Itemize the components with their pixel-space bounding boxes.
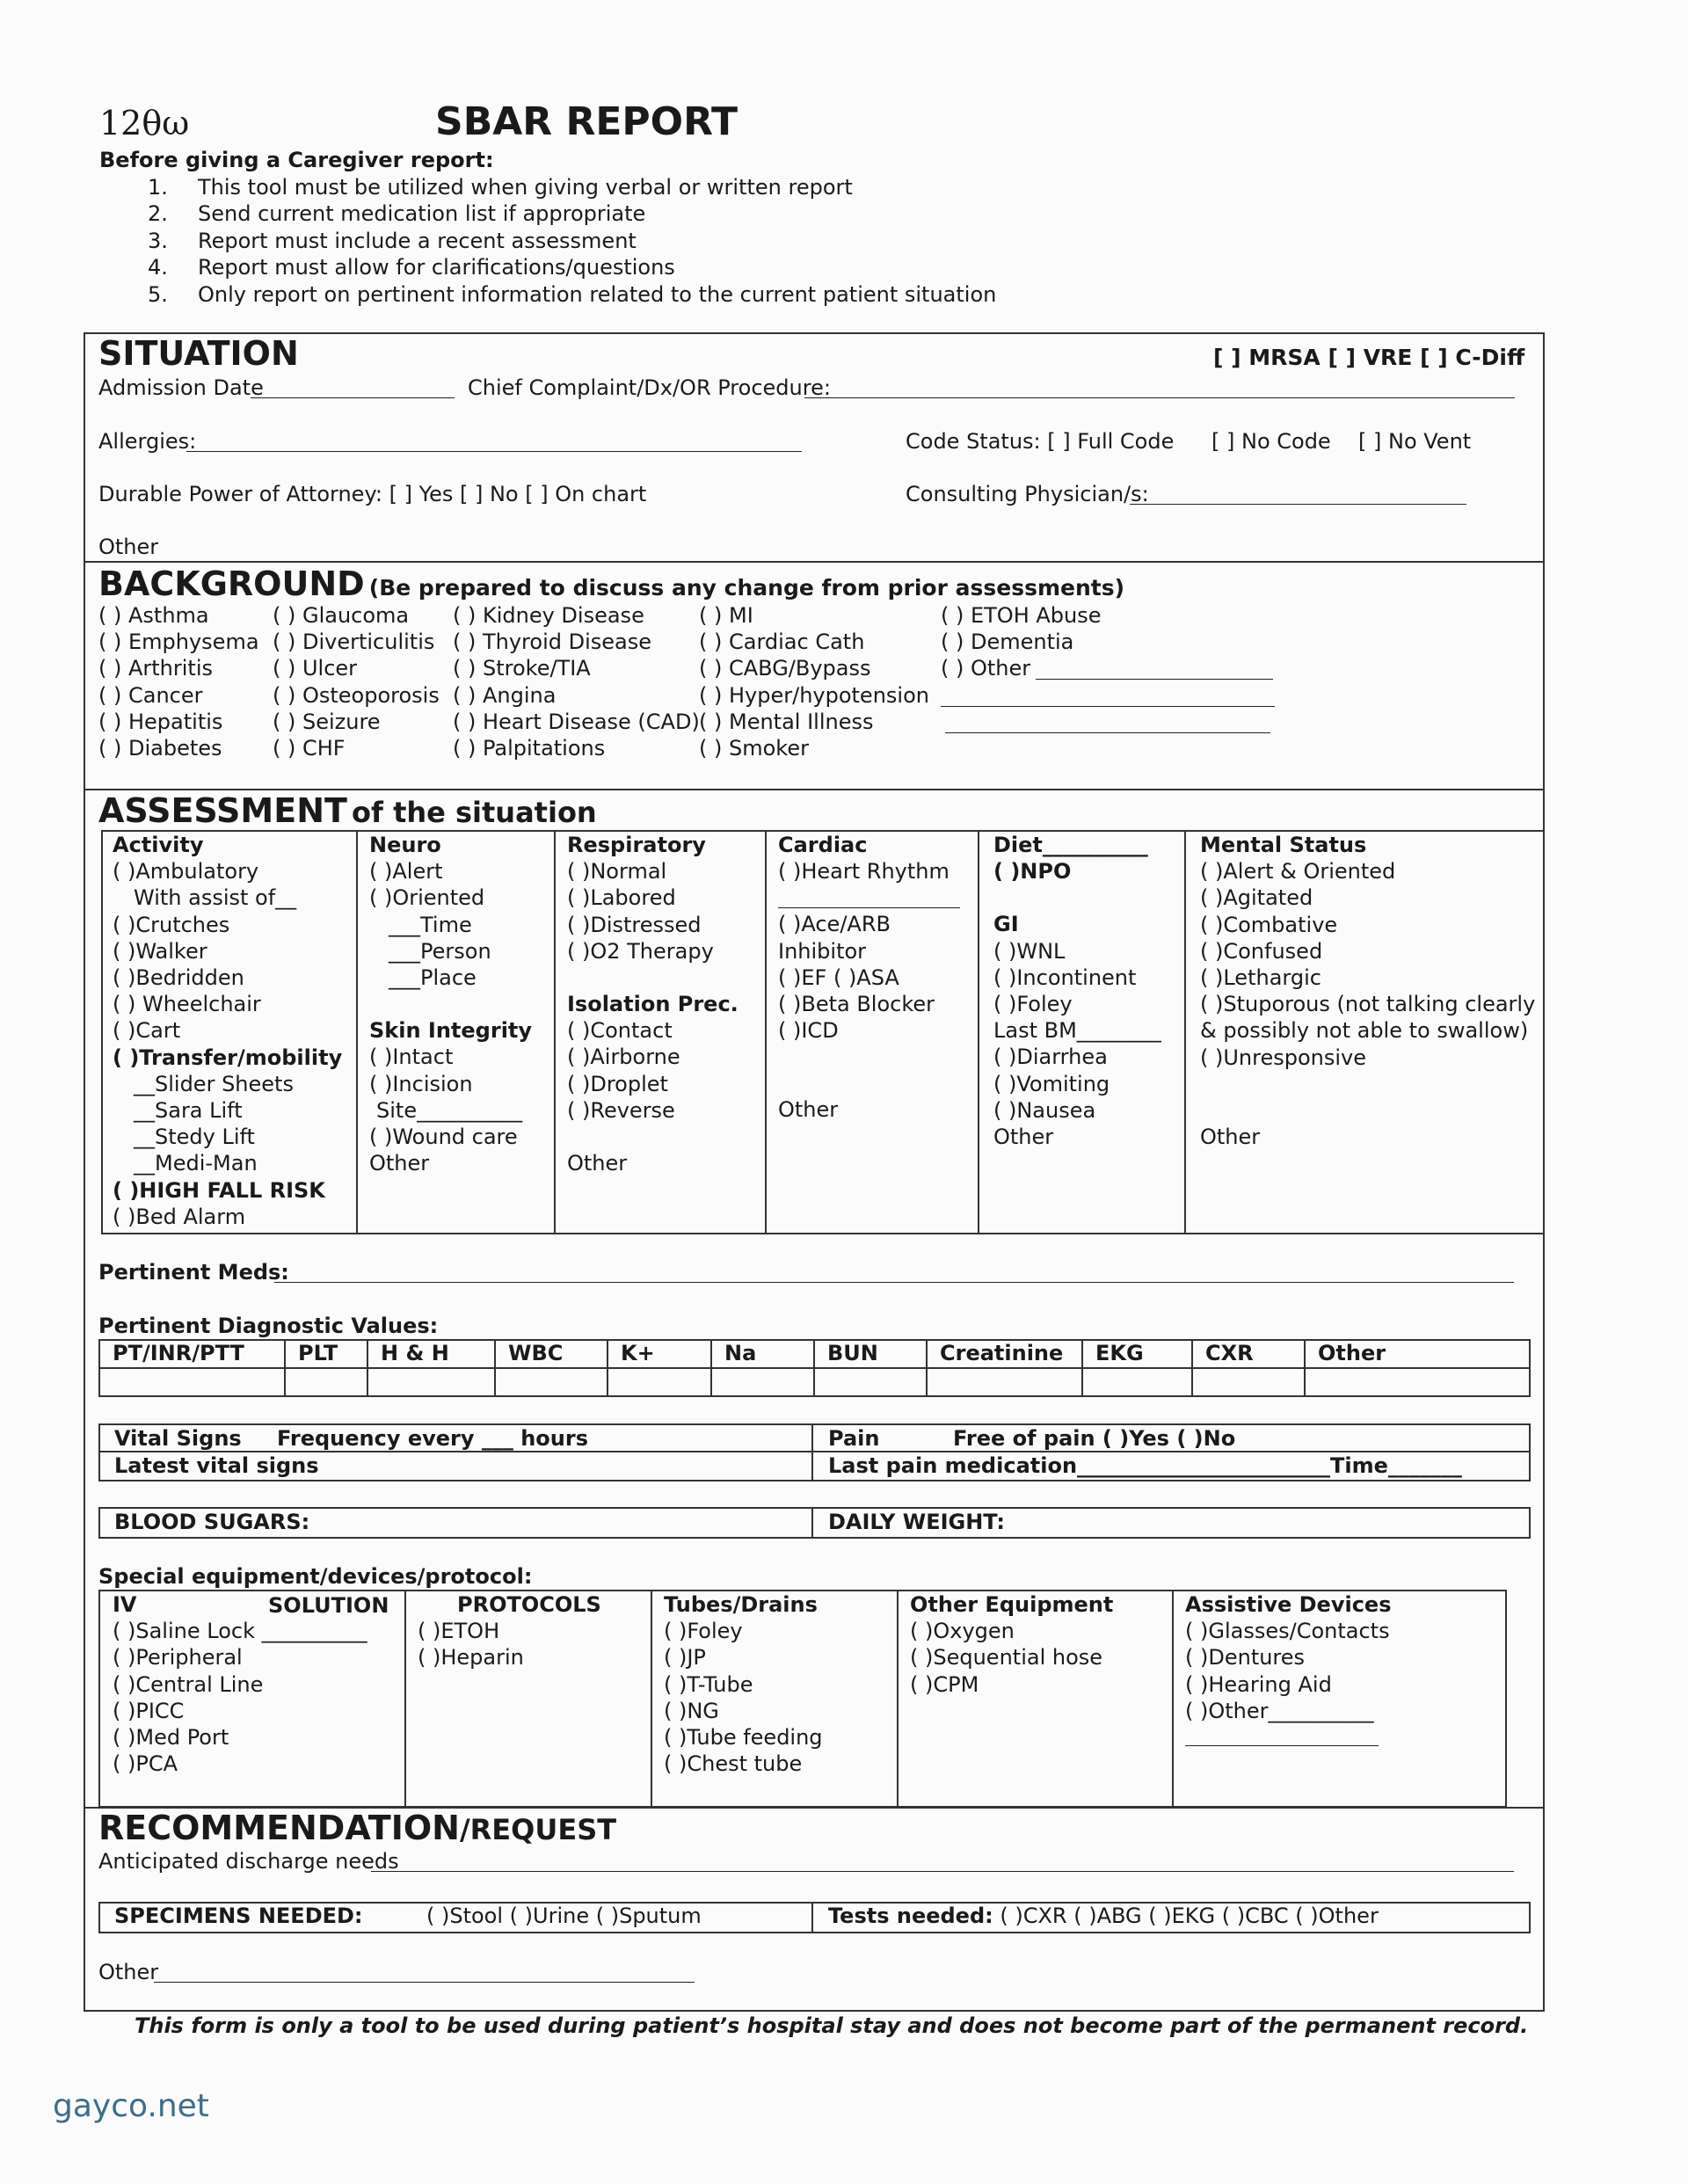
respiratory-column	[567, 832, 738, 1176]
neuro-option[interactable]: ( )Alert	[369, 859, 443, 885]
diagnostic-value-cell[interactable]	[608, 1369, 709, 1394]
rule-item	[148, 228, 996, 254]
rule-text: This tool must be utilized when giving verbal or written report	[198, 175, 853, 200]
skin-option: Other	[369, 1151, 430, 1176]
code-status-no-vent[interactable]: [ ] No Vent	[1358, 429, 1472, 454]
assistive-header: Assistive Devices	[1185, 1592, 1392, 1617]
allergies-field[interactable]	[186, 451, 802, 452]
pertinent-meds-label: Pertinent Meds:	[98, 1260, 289, 1285]
rule-item	[148, 254, 996, 280]
neuro-option[interactable]: ___Place	[389, 965, 477, 991]
background-condition[interactable]: ( ) Stroke/TIA	[453, 656, 591, 681]
diagnostic-column-header: BUN	[827, 1341, 878, 1365]
iv-option[interactable]: ( )Central Line	[113, 1671, 264, 1697]
background-condition[interactable]: ( ) CHF	[273, 736, 346, 761]
rule-item	[148, 281, 996, 308]
background-condition[interactable]: ( ) Heart Disease (CAD)	[453, 709, 700, 734]
background-condition[interactable]: ( ) ETOH Abuse	[941, 603, 1102, 628]
solution-header: SOLUTION	[268, 1593, 389, 1618]
diagnostic-column-header: PT/INR/PTT	[113, 1341, 244, 1365]
background-condition[interactable]: ( ) Kidney Disease	[453, 603, 644, 628]
diagnostic-value-cell[interactable]	[100, 1369, 282, 1394]
background-condition[interactable]: ( ) Other	[941, 656, 1031, 681]
diagnostic-values-label: Pertinent Diagnostic Values:	[98, 1314, 439, 1338]
other-equipment-column	[910, 1591, 1113, 1698]
iv-option[interactable]: ( )Peripheral	[113, 1645, 243, 1671]
background-other-field[interactable]	[1036, 679, 1273, 680]
activity-header: Activity	[113, 833, 204, 857]
mental-option: & possibly not able to swallow)	[1200, 1018, 1529, 1044]
neuro-option[interactable]: ___Person	[389, 938, 491, 964]
activity-option[interactable]: ( )Walker	[113, 938, 207, 964]
page-title: SBAR REPORT	[435, 99, 738, 144]
activity-option[interactable]: ( )Bedridden	[113, 965, 244, 991]
assessment-title: ASSESSMENT	[98, 791, 347, 830]
isolation-option[interactable]: ( )Droplet	[567, 1071, 668, 1096]
heart-rhythm-field[interactable]	[778, 907, 960, 908]
cardiac-column	[778, 832, 950, 1124]
background-condition[interactable]: ( ) Emphysema	[98, 630, 259, 655]
last-pain-medication[interactable]: Last pain medication________________________Time_______	[828, 1453, 1462, 1478]
neuro-column	[369, 832, 532, 1176]
high-fall-risk[interactable]: ( )HIGH FALL RISK	[113, 1177, 325, 1203]
diet-column	[993, 832, 1161, 1150]
daily-weight-label: DAILY WEIGHT:	[828, 1510, 1005, 1534]
npo-option[interactable]: ( )NPO	[993, 859, 1072, 885]
allergies-label: Allergies:	[98, 429, 197, 454]
background-condition[interactable]: ( ) Osteoporosis	[273, 682, 440, 708]
respiratory-other: Other	[567, 1151, 628, 1176]
tests-row	[828, 1904, 1379, 1928]
isolation-option[interactable]: ( )Reverse	[567, 1097, 675, 1123]
blood-sugars-label: BLOOD SUGARS:	[114, 1510, 310, 1534]
neuro-option[interactable]: ( )Oriented	[369, 885, 485, 911]
diagnostic-value-cell[interactable]	[496, 1369, 605, 1394]
tube-option[interactable]: ( )Chest tube	[664, 1751, 803, 1777]
gi-option[interactable]: Last BM________	[993, 1018, 1161, 1044]
rule-text: Send current medication list if appropriate	[198, 201, 646, 227]
equipment-label: Special equipment/devices/protocol:	[98, 1564, 533, 1589]
background-other-line-2[interactable]	[941, 706, 1275, 707]
respiratory-option[interactable]: ( )O2 Therapy	[567, 938, 714, 964]
diagnostic-column-header: Na	[724, 1341, 757, 1365]
skin-option[interactable]: ( )Wound care	[369, 1125, 518, 1150]
specimen-options[interactable]: ( )Stool ( )Urine ( )Sputum	[426, 1904, 702, 1928]
specimens-label: SPECIMENS NEEDED:	[114, 1904, 363, 1928]
rule-number: 3.	[148, 228, 168, 253]
tubes-header: Tubes/Drains	[664, 1592, 818, 1617]
cardiac-option[interactable]: ( )EF ( )ASA	[778, 965, 899, 990]
cardiac-option: Inhibitor	[778, 938, 867, 964]
background-condition[interactable]: ( ) MI	[699, 603, 753, 628]
divider	[651, 1590, 652, 1806]
pertinent-meds-field[interactable]	[274, 1282, 1514, 1283]
background-other-line-3[interactable]	[945, 732, 1270, 733]
discharge-needs-field[interactable]	[371, 1871, 1514, 1872]
dpoa-options[interactable]: Durable Power of Attorney: [ ] Yes [ ] No [ ] On chart	[98, 482, 647, 506]
rule-number: 4.	[148, 255, 168, 280]
assistive-option[interactable]: ( )Glasses/Contacts	[1185, 1619, 1390, 1644]
equipment-option[interactable]: ( )CPM	[910, 1671, 979, 1697]
transfer-option[interactable]: __Medi-Man	[134, 1151, 258, 1176]
free-of-pain[interactable]: Free of pain ( )Yes ( )No	[953, 1426, 1236, 1451]
isolation-option[interactable]: ( )Airborne	[567, 1045, 680, 1070]
mental-option[interactable]: ( )Combative	[1200, 912, 1338, 937]
diagnostic-column-header: WBC	[508, 1341, 564, 1365]
gi-option[interactable]: ( )Nausea	[993, 1097, 1096, 1123]
transfer-option[interactable]: __Slider Sheets	[134, 1071, 294, 1096]
divider	[84, 789, 1543, 790]
background-condition[interactable]: ( ) Dementia	[941, 630, 1074, 655]
background-condition[interactable]: ( ) Hyper/hypotension	[699, 682, 929, 708]
background-subtitle: (Be prepared to discuss any change from prior assessments)	[368, 575, 1125, 601]
background-condition[interactable]: ( ) Cardiac Cath	[699, 630, 865, 655]
neuro-option[interactable]: ___Time	[389, 912, 472, 937]
diagnostic-value-cell[interactable]	[928, 1369, 1080, 1394]
divider	[98, 1451, 1529, 1452]
rule-number: 5.	[148, 281, 168, 307]
background-col-4	[699, 602, 929, 761]
background-condition[interactable]: ( ) Cancer	[98, 682, 203, 708]
transfer-mobility[interactable]: ( )Transfer/mobility	[113, 1045, 343, 1070]
background-condition[interactable]: ( ) Asthma	[98, 603, 209, 628]
cardiac-header: Cardiac	[778, 833, 868, 857]
divider	[1172, 1590, 1174, 1806]
diagnostic-value-cell[interactable]	[1083, 1369, 1190, 1394]
form-code: 12θω	[99, 104, 190, 142]
rule-text: Report must allow for clarifications/questions	[198, 255, 675, 280]
respiratory-option[interactable]: ( )Distressed	[567, 912, 702, 937]
cardiac-other: Other	[778, 1097, 839, 1123]
other-equipment-header: Other Equipment	[910, 1592, 1114, 1617]
watermark: gayco.net	[53, 2088, 209, 2124]
divider	[84, 561, 1543, 563]
skin-option[interactable]: Site__________	[376, 1097, 523, 1123]
rule-item	[148, 200, 996, 227]
diagnostic-value-cell[interactable]	[1193, 1369, 1302, 1394]
tests-label: Tests needed:	[828, 1904, 993, 1928]
background-col-1	[98, 602, 259, 761]
iv-option[interactable]: ( )PCA	[113, 1751, 178, 1777]
assessment-heading	[98, 791, 597, 830]
tube-option[interactable]: ( )T-Tube	[664, 1671, 753, 1697]
neuro-header: Neuro	[369, 833, 441, 857]
diagnostic-column-header: K+	[621, 1341, 655, 1365]
rule-item	[148, 174, 996, 200]
background-col-2	[273, 602, 440, 761]
divider	[978, 830, 979, 1233]
admission-date-field[interactable]	[251, 397, 455, 398]
background-condition[interactable]: ( ) Ulcer	[273, 656, 358, 681]
situation-title: SITUATION	[98, 334, 299, 373]
diagnostic-value-cell[interactable]	[286, 1369, 365, 1394]
activity-column	[113, 832, 342, 1230]
skin-option[interactable]: ( )Incision	[369, 1071, 473, 1096]
background-condition[interactable]: ( ) Diabetes	[98, 736, 222, 761]
background-condition[interactable]: ( ) Angina	[453, 682, 557, 708]
divider	[404, 1590, 406, 1806]
mental-option[interactable]: ( )Lethargic	[1200, 965, 1321, 991]
discharge-needs-label: Anticipated discharge needs	[98, 1849, 399, 1874]
assistive-option[interactable]: ( )Dentures	[1185, 1645, 1306, 1671]
divider	[356, 830, 358, 1233]
cardiac-option[interactable]: ( )Heart Rhythm	[778, 859, 950, 885]
assistive-devices-column	[1185, 1591, 1392, 1724]
divider	[554, 830, 556, 1233]
assistive-other-line[interactable]	[1185, 1745, 1379, 1746]
mental-option[interactable]: ( )Alert & Oriented	[1200, 859, 1396, 885]
chief-complaint-field[interactable]	[804, 397, 1515, 398]
recommendation-other-label: Other	[98, 1960, 159, 1984]
gi-option[interactable]: ( )Incontinent	[993, 965, 1137, 990]
divider	[1184, 830, 1186, 1233]
activity-option[interactable]: ( ) Wheelchair	[113, 992, 261, 1017]
activity-option[interactable]: ( )Ambulatory	[113, 859, 259, 885]
consulting-physician-label: Consulting Physician/s:	[906, 482, 1149, 506]
respiratory-option[interactable]: ( )Normal	[567, 859, 667, 885]
background-condition[interactable]: ( ) Glaucoma	[273, 603, 410, 628]
activity-option[interactable]: ( )Cart	[113, 1018, 181, 1044]
isolation-option[interactable]: ( )Contact	[567, 1018, 673, 1044]
cardiac-option[interactable]: ( )Beta Blocker	[778, 992, 935, 1017]
iv-option[interactable]: ( )Saline Lock __________	[113, 1619, 367, 1644]
background-condition[interactable]: ( ) Smoker	[699, 736, 809, 761]
respiratory-header: Respiratory	[567, 833, 706, 857]
diagnostic-column-header: EKG	[1095, 1341, 1144, 1365]
isolation-header: Isolation Prec.	[567, 992, 738, 1017]
assistive-option[interactable]: ( )Hearing Aid	[1185, 1671, 1332, 1697]
background-condition[interactable]: ( ) Diverticulitis	[273, 630, 435, 655]
background-condition[interactable]: ( ) Mental Illness	[699, 709, 874, 734]
respiratory-option[interactable]: ( )Labored	[567, 885, 676, 911]
diet-header: Diet__________	[993, 833, 1148, 857]
mental-option[interactable]: ( )Stuporous (not talking clearly	[1200, 992, 1536, 1017]
background-condition[interactable]: ( ) Hepatitis	[98, 709, 223, 734]
mental-status-header: Mental Status	[1200, 833, 1367, 857]
rules-list	[148, 174, 996, 308]
cardiac-option[interactable]: ( )Ace/ARB	[778, 912, 891, 937]
recommendation-title-2: /REQUEST	[459, 1813, 617, 1846]
gi-option[interactable]: ( )Vomiting	[993, 1071, 1110, 1096]
gi-header: GI	[993, 912, 1019, 937]
background-condition[interactable]: ( ) Palpitations	[453, 736, 606, 761]
divider	[811, 1423, 813, 1480]
rule-number: 2.	[148, 201, 168, 227]
recommendation-other-field[interactable]	[154, 1982, 695, 1983]
iv-option[interactable]: ( )PICC	[113, 1698, 185, 1723]
protocols-column	[418, 1591, 601, 1671]
transfer-option[interactable]: __Stedy Lift	[134, 1125, 255, 1150]
divider	[811, 1507, 813, 1537]
diagnostic-value-cell[interactable]	[712, 1369, 811, 1394]
equipment-option[interactable]: ( )Oxygen	[910, 1619, 1015, 1644]
test-options[interactable]: ( )CXR ( )ABG ( )EKG ( )CBC ( )Other	[1000, 1904, 1379, 1928]
assistive-option[interactable]: ( )Other__________	[1185, 1698, 1374, 1723]
vital-frequency[interactable]: Frequency every ___ hours	[277, 1426, 588, 1451]
diagnostic-column-header: PLT	[298, 1341, 338, 1365]
recommendation-heading	[98, 1809, 616, 1847]
tubes-column	[664, 1591, 823, 1777]
activity-option[interactable]: ( )Crutches	[113, 912, 230, 937]
protocol-option[interactable]: ( )ETOH	[418, 1619, 500, 1644]
background-heading	[98, 564, 1124, 603]
code-status-no-code[interactable]: [ ] No Code	[1211, 429, 1331, 454]
rule-text: Report must include a recent assessment	[198, 228, 637, 253]
transfer-option[interactable]: __Sara Lift	[134, 1098, 243, 1124]
bed-alarm[interactable]: ( )Bed Alarm	[113, 1204, 246, 1229]
mental-status-column	[1200, 832, 1535, 1150]
iv-header: IV	[113, 1592, 137, 1617]
skin-integrity-header: Skin Integrity	[369, 1018, 533, 1044]
latest-vitals-label: Latest vital signs	[114, 1453, 319, 1478]
background-condition[interactable]: ( ) CABG/Bypass	[699, 656, 871, 681]
vital-signs-label: Vital Signs	[114, 1426, 242, 1451]
gi-option[interactable]: ( )Diarrhea	[993, 1045, 1108, 1070]
background-condition[interactable]: ( ) Arthritis	[98, 656, 214, 681]
disclaimer: This form is only a tool to be used during patient’s hospital stay and does not become part of the permanent record.	[135, 2013, 1529, 2038]
isolation-flags[interactable]: [ ] MRSA [ ] VRE [ ] C-Diff	[1213, 345, 1525, 370]
background-condition[interactable]: ( ) Seizure	[273, 709, 381, 734]
mental-option[interactable]: ( )Agitated	[1200, 885, 1313, 911]
diagnostic-column-header: Other	[1318, 1341, 1386, 1365]
diagnostic-column-header: CXR	[1205, 1341, 1254, 1365]
recommendation-title: RECOMMENDATION	[98, 1809, 460, 1847]
pain-label: Pain	[828, 1426, 880, 1451]
diet-other: Other	[993, 1125, 1054, 1150]
rule-text: Only report on pertinent information related to the current patient situation	[198, 281, 997, 307]
activity-option: With assist of__	[134, 885, 297, 911]
gi-option[interactable]: ( )WNL	[993, 938, 1066, 964]
diagnostic-value-cell[interactable]	[1306, 1369, 1527, 1394]
cardiac-option[interactable]: ( )ICD	[778, 1018, 839, 1044]
intro-heading: Before giving a Caregiver report:	[99, 148, 494, 172]
code-status-full-code[interactable]: Code Status: [ ] Full Code	[906, 429, 1175, 454]
situation-other-label: Other	[98, 535, 159, 559]
divider	[811, 1902, 813, 1932]
rule-number: 1.	[148, 175, 168, 200]
divider	[897, 1590, 899, 1806]
chief-complaint-label: Chief Complaint/Dx/OR Procedure:	[468, 375, 831, 400]
admission-date-label: Admission Date	[98, 375, 264, 400]
gi-option[interactable]: ( )Foley	[993, 992, 1073, 1017]
assessment-subtitle: of the situation	[352, 796, 597, 829]
background-col-3	[453, 602, 700, 761]
tube-option[interactable]: ( )NG	[664, 1698, 719, 1723]
divider	[765, 830, 767, 1233]
diagnostic-value-cell[interactable]	[368, 1369, 492, 1394]
mental-other: Other	[1200, 1124, 1261, 1149]
iv-option[interactable]: ( )Med Port	[113, 1725, 229, 1751]
diagnostic-column-header: Creatinine	[940, 1341, 1064, 1365]
background-title: BACKGROUND	[98, 564, 365, 603]
sugars-box	[98, 1507, 1531, 1539]
tube-option[interactable]: ( )Foley	[664, 1619, 743, 1644]
iv-column	[113, 1591, 367, 1777]
tube-option[interactable]: ( )Tube feeding	[664, 1725, 823, 1751]
tube-option[interactable]: ( )JP	[664, 1645, 706, 1671]
skin-option[interactable]: ( )Intact	[369, 1045, 454, 1070]
mental-option[interactable]: ( )Confused	[1200, 938, 1323, 964]
consulting-physician-field[interactable]	[1130, 504, 1466, 505]
background-col-5	[941, 602, 1102, 682]
background-condition[interactable]: ( ) Thyroid Disease	[453, 630, 652, 655]
protocol-option[interactable]: ( )Heparin	[418, 1645, 524, 1671]
diagnostic-value-cell[interactable]	[815, 1369, 924, 1394]
diagnostic-column-header: H & H	[381, 1341, 449, 1365]
protocols-header: PROTOCOLS	[457, 1592, 601, 1617]
mental-option[interactable]: ( )Unresponsive	[1200, 1045, 1367, 1070]
equipment-option[interactable]: ( )Sequential hose	[910, 1645, 1103, 1671]
